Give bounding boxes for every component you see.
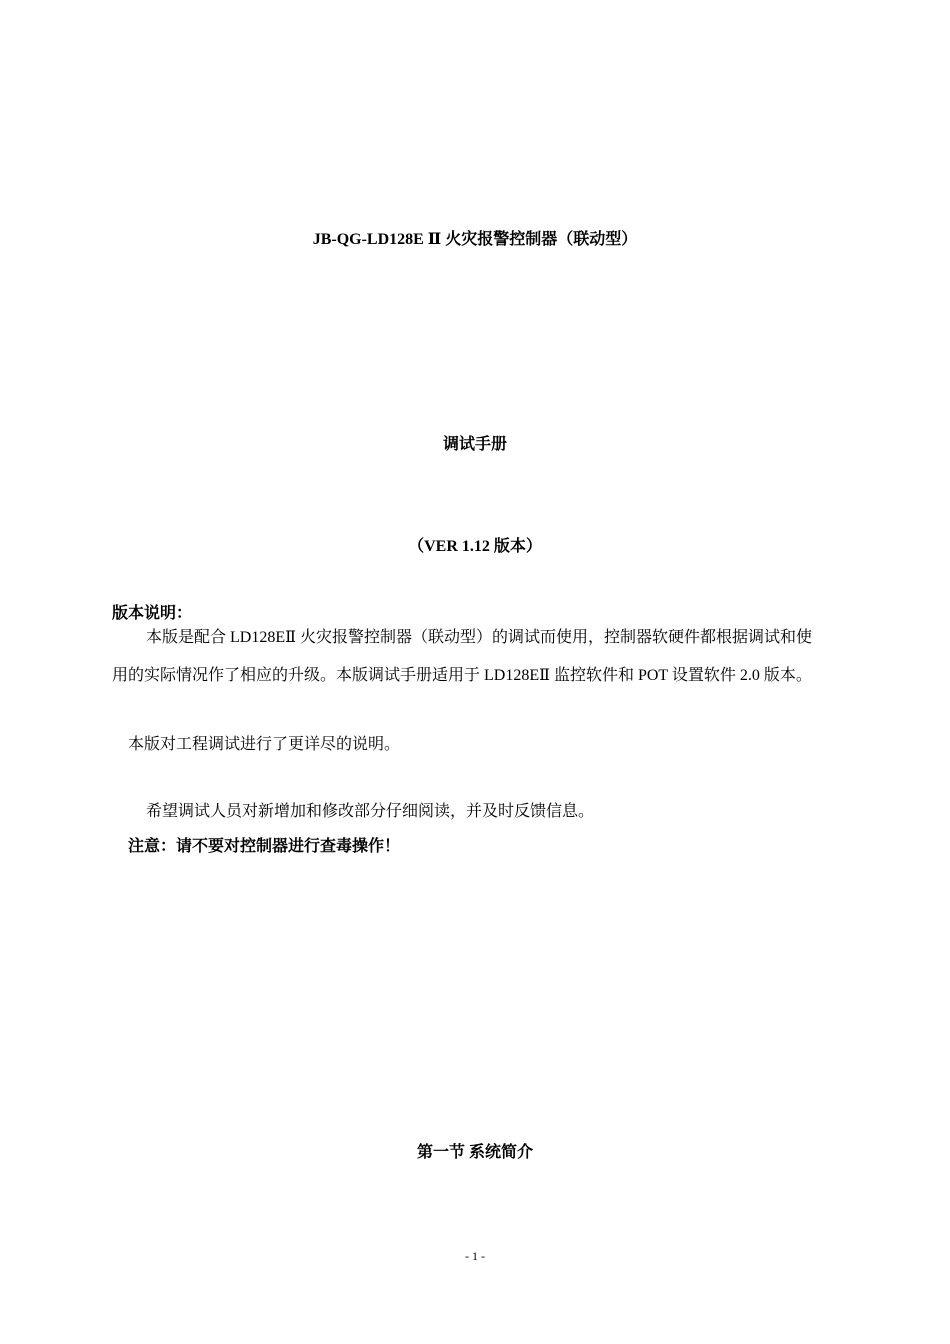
document-title: JB-QG-LD128E Ⅱ 火灾报警控制器（联动型） — [312, 231, 638, 248]
warning-note: 注意：请不要对控制器进行查毒操作！ — [128, 838, 401, 855]
page-number: - 1 - — [465, 1249, 485, 1263]
version-notes-line-4: 希望调试人员对新增加和修改部分仔细阅读，并及时反馈信息。 — [146, 803, 595, 820]
version-notes-line-2: 用的实际情况作了相应的升级。本版调试手册适用于 LD128EⅡ 监控软件和 POT 设置软件 2.0 版本。 — [112, 667, 812, 684]
version-notes-line-3: 本版对工程调试进行了更详尽的说明。 — [128, 736, 401, 753]
document-subtitle: 调试手册 — [442, 436, 507, 453]
chapter-heading: 第一节 系统简介 — [416, 1144, 533, 1161]
version-notes-heading: 版本说明： — [112, 605, 193, 622]
version-notes-line-1: 本版是配合 LD128EⅡ 火灾报警控制器（联动型）的调试而使用，控制器软硬件都根据调试和使 — [146, 629, 812, 646]
document-version: （VER 1.12 版本） — [408, 538, 542, 555]
